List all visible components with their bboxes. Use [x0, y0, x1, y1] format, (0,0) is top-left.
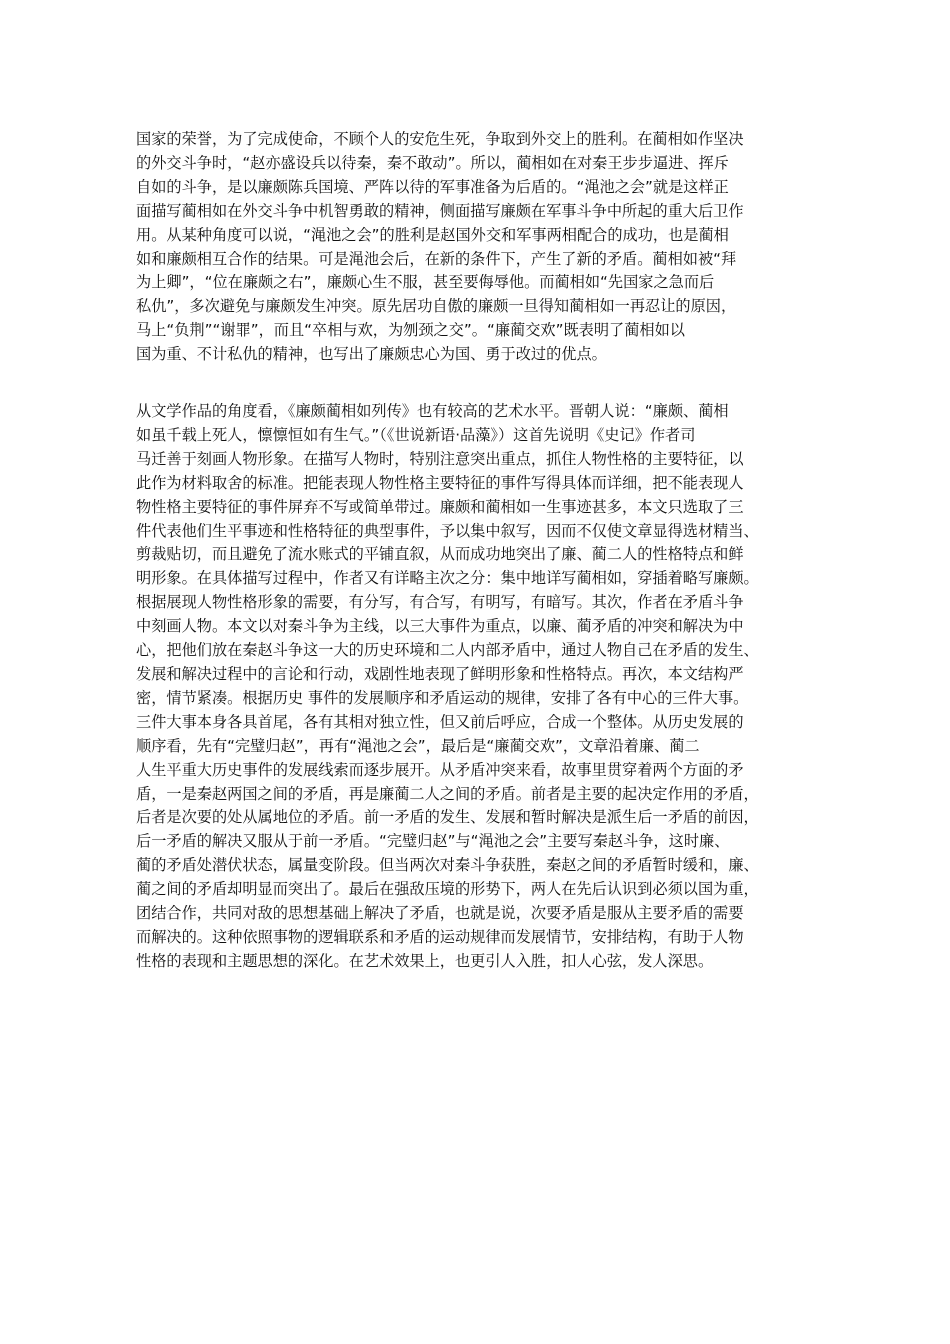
paragraph-2-line: 此作为材料取舍的标准。把能表现人物性格主要特征的事件写得具体而详细，把不能表现人	[136, 473, 744, 492]
paragraph-2-line: 根据展现人物性格形象的需要，有分写，有合写，有明写，有暗写。其次，作者在矛盾斗争	[136, 593, 744, 612]
paragraph-1-line: 国家的荣誉，为了完成使命，不顾个人的安危生死，争取到外交上的胜利。在蔺相如作坚决	[136, 130, 744, 148]
paragraph-1-line: 国为重、不计私仇的精神，也写出了廉颇忠心为国、勇于改过的优点。	[136, 345, 607, 364]
paragraph-1-line: 如和廉颇相互合作的结果。可是渑池会后，在新的条件下，产生了新的矛盾。蔺相如被“拜	[136, 249, 737, 268]
paragraph-2-line: 马迁善于刻画人物形象。在描写人物时，特别注意突出重点，抓住人物性格的主要特征，以	[136, 449, 744, 468]
paragraph-2-line: 后者是次要的处从属地位的矛盾。前一矛盾的发生、发展和暂时解决是派生后一矛盾的前因，	[136, 808, 759, 827]
paragraph-1	[136, 128, 816, 367]
paragraph-2-line: 从文学作品的角度看，《廉颇蔺相如列传》也有较高的艺术水平。晋朝人说：“廉颇、蔺相	[136, 402, 729, 420]
paragraph-2-line: 蔺的矛盾处潜伏状态，属量变阶段。但当两次对秦斗争获胜，秦赵之间的矛盾暂时缓和，廉、	[136, 856, 759, 875]
paragraph-2-line: 物性格主要特征的事件屏弃不写或简单带过。廉颇和蔺相如一生事迹甚多，本文只选取了三	[136, 497, 744, 516]
paragraph-2-line: 顺序看，先有“完璧归赵”，再有“渑池之会”，最后是“廉蔺交欢”，文章沿着廉、蔺二	[136, 736, 700, 755]
paragraph-2-line: 心，把他们放在秦赵斗争这一大的历史环境和二人内部矛盾中，通过人物自己在矛盾的发生、	[136, 641, 759, 660]
paragraph-2-line: 后一矛盾的解决又服从于前一矛盾。“完璧归赵”与“渑池之会”主要写秦赵斗争，这时廉、	[136, 832, 730, 851]
paragraph-2-line: 三件大事本身各具首尾，各有其相对独立性，但又前后呼应，合成一个整体。从历史发展的	[136, 712, 744, 731]
paragraph-2-line: 团结合作，共同对敌的思想基础上解决了矛盾，也就是说，次要矛盾是服从主要矛盾的需要	[136, 904, 744, 923]
paragraph-1-line: 为上卿”，“位在廉颇之右”，廉颇心生不服，甚至要侮辱他。而蔺相如“先国家之急而后	[136, 273, 715, 292]
paragraph-1-line: 的外交斗争时，“赵亦盛设兵以待秦，秦不敢动”。所以，蔺相如在对秦王步步逼进、挥斥	[136, 153, 729, 172]
paragraph-2-line: 如虽千载上死人，懔懔恒如有生气。”（《世说新语·品藻》）这首先说明《史记》作者司	[136, 425, 696, 444]
paragraph-2-line: 剪裁贴切，而且避免了流水账式的平铺直叙，从而成功地突出了廉、蔺二人的性格特点和鲜	[136, 545, 744, 564]
paragraph-2-line: 而解决的。这种依照事物的逻辑联系和矛盾的运动规律而发展情节，安排结构，有助于人物	[136, 927, 744, 946]
paragraph-2-line: 密，情节紧凑。根据历史 事件的发展顺序和矛盾运动的规律，安排了各有中心的三件大事。	[136, 688, 749, 707]
paragraph-1-line: 面描写蔺相如在外交斗争中机智勇敢的精神，侧面描写廉颇在军事斗争中所起的重大后卫作	[136, 201, 744, 220]
paragraph-1-line: 自如的斗争，是以廉颇陈兵国境、严阵以待的军事准备为后盾的。“渑池之会”就是这样正	[136, 177, 729, 196]
paragraph-2-line: 件代表他们生平事迹和性格特征的典型事件，予以集中叙写，因而不仅使文章显得选材精当、	[136, 521, 759, 540]
paragraph-2-line: 人生平重大历史事件的发展线索而逐步展开。从矛盾冲突来看，故事里贯穿着两个方面的矛	[136, 760, 744, 779]
paragraph-2-line: 明形象。在具体描写过程中，作者又有详略主次之分：集中地详写蔺相如，穿插着略写廉颇。	[136, 569, 759, 588]
paragraph-2-line: 蔺之间的矛盾却明显而突出了。最后在强敌压境的形势下，两人在先后认识到必须以国为重，	[136, 880, 759, 899]
paragraph-2-line: 盾，一是秦赵两国之间的矛盾，再是廉蔺二人之间的矛盾。前者是主要的起决定作用的矛盾，	[136, 784, 759, 803]
paragraph-1-line: 马上“负荆”“谢罪”，而且“卒相与欢，为刎颈之交”。“廉蔺交欢”既表明了蔺相如以	[136, 321, 685, 340]
paragraph-1-line: 私仇”，多次避免与廉颇发生冲突。原先居功自傲的廉颇一旦得知蔺相如一再忍让的原因，	[136, 297, 737, 316]
paragraph-1-line: 用。从某种角度可以说，“渑池之会”的胜利是赵国外交和军事两相配合的成功，也是蔺相	[136, 225, 729, 244]
paragraph-2	[136, 400, 816, 974]
paragraph-2-line: 发展和解决过程中的言论和行动，戏剧性地表现了鲜明形象和性格特点。再次，本文结构严	[136, 664, 744, 683]
paragraph-2-line: 中刻画人物。本文以对秦斗争为主线，以三大事件为重点，以廉、蔺矛盾的冲突和解决为中	[136, 617, 744, 636]
paragraph-2-line: 性格的表现和主题思想的深化。在艺术效果上，也更引人入胜，扣人心弦，发人深思。	[136, 951, 714, 970]
